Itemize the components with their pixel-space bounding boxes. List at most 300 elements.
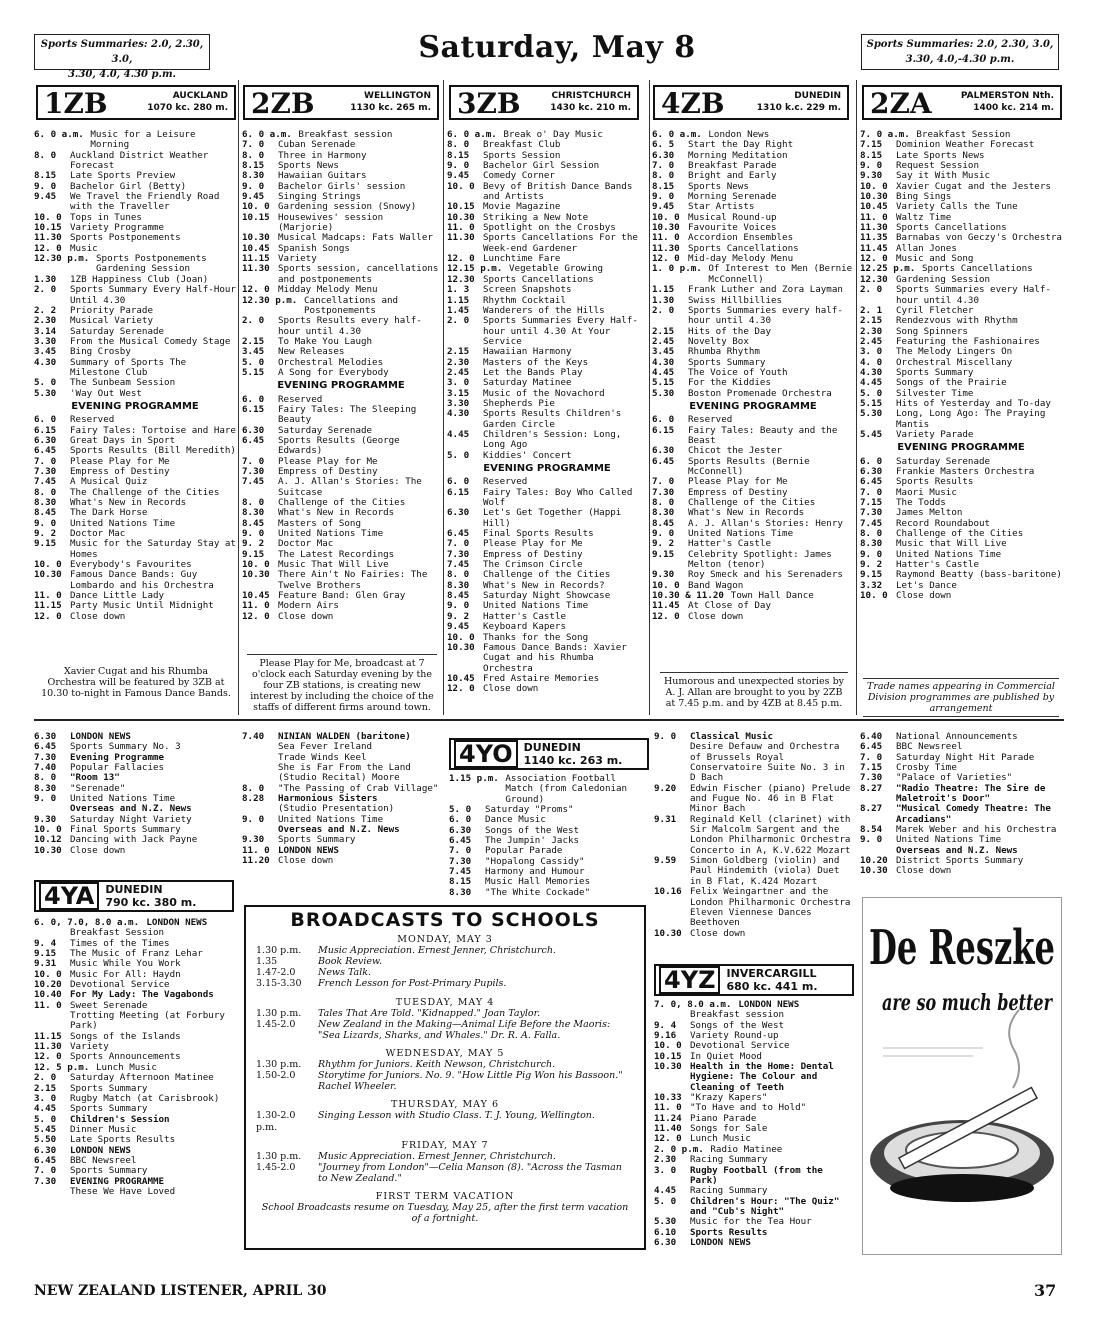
programme-title: "Hopalong Cassidy" (485, 855, 585, 867)
programme-title: Fairy Tales: Tortoise and Hare (70, 424, 236, 436)
programme-time: 3.30 (34, 335, 57, 347)
programme-title: LONDON NEWS (690, 1236, 751, 1248)
programme-title: United Nations Time (278, 528, 384, 540)
programme-title: Reserved (688, 414, 733, 426)
programme-time: 8.45 (34, 507, 57, 519)
programme-item (860, 591, 1062, 601)
schools-entry-time: 1.45-2.0 (256, 1018, 296, 1030)
programme-time: 10.30 (447, 211, 475, 223)
programme-time: 1.30 (34, 273, 57, 285)
programme-time: 6.30 (34, 731, 57, 742)
programme-time: 8.30 (242, 170, 265, 182)
programme-time: 5. 0 (34, 377, 57, 389)
programme-title: Comedy Corner (483, 170, 555, 182)
programme-title: Priority Parade (70, 304, 153, 316)
programme-title: Lunch Music (96, 1061, 157, 1073)
programme-title: Saturday Night Showcase (483, 590, 611, 602)
programme-time: 6.30 (860, 466, 883, 477)
programme-time: 11. 0 (34, 590, 62, 602)
programme-time: 7.40 (34, 762, 57, 774)
programme-time: 10.40 (34, 989, 62, 1001)
programme-time: 5.30 (654, 1216, 677, 1228)
programme-time: 11.15 (34, 1030, 62, 1042)
programme-title: "The Passing of Crab Village" (278, 782, 439, 794)
programme-title: Dance Music (485, 814, 546, 826)
programme-time: 9.45 (242, 191, 265, 203)
programme-item (652, 457, 854, 478)
programme-time: 11.35 (860, 232, 888, 244)
programme-time: 6.10 (654, 1226, 677, 1238)
programme-title: Sports Cancellations For the Week-end Gardener (483, 232, 638, 254)
programme-time: 10.30 (242, 569, 270, 581)
programme-time: 8.30 (242, 507, 265, 519)
programme-time: 4. 0 (860, 356, 883, 368)
programme-title: Association Football Match (from Caledonian Ground) (505, 773, 628, 805)
programme-title: Sports Summary Every Half-Hour Until 4.30 (70, 284, 236, 306)
programme-time: 9. 2 (242, 538, 265, 550)
programme-title: Bevy of British Dance Bands and Artists (483, 180, 633, 203)
vacation-text: School Broadcasts resume on Tuesday, May 25, after the first term vacation of a fortnight. (261, 1202, 629, 1225)
programme-title: Let's Get Together (Happi Hill) (483, 507, 622, 529)
programme-time: 7.45 (449, 866, 472, 878)
programme-title: "Radio Theatre: The Sire de Maletroit's Door" (896, 782, 1046, 805)
station-header-1zb (36, 85, 236, 120)
programme-item (34, 130, 236, 151)
programme-time: 1. 0 p.m. (652, 263, 702, 275)
programme-time: 8.30 (860, 538, 883, 550)
programme-title: From the Musical Comedy Stage (70, 335, 231, 347)
programme-list-4zb (652, 130, 854, 660)
programme-title: Trotting Meeting (at Forbury Park) (70, 1010, 225, 1032)
feature-note-4zb: Humorous and unexpected stories by A. J. Allan are brought to you by 2ZB at 7.45 p.m. and by 4ZB at 8.45 p.m. (660, 672, 848, 709)
programme-time: 6.30 (652, 149, 675, 161)
programme-title: BBC Newsreel (896, 741, 963, 753)
programme-item (242, 405, 440, 426)
programme-time: 2.15 (447, 346, 470, 358)
programme-time: 9.30 (652, 569, 675, 581)
programme-item (447, 643, 647, 674)
programme-item (34, 1135, 234, 1145)
programme-list-4ya-continued (242, 732, 442, 892)
programme-title: Music Hall Memories (485, 876, 591, 888)
schools-entry (256, 1019, 634, 1041)
schools-day-heading: THURSDAY, MAY 6 (390, 1099, 499, 1111)
programme-title: Hits of Yesterday and To-day (896, 397, 1051, 409)
programme-list-1zb (34, 130, 236, 660)
programme-title: Tops in Tunes (70, 211, 142, 223)
programme-title: Accordion Ensembles (688, 232, 794, 244)
programme-time: 5. 0 (860, 387, 883, 399)
schools-entry-title: Tales That Are Told. "Kidnapped." Joan Taylor. (318, 1007, 541, 1019)
programme-time: 10.45 (860, 201, 888, 213)
programme-time: 5.15 (652, 377, 675, 389)
programme-title: Sports Cancellations (922, 263, 1033, 275)
programme-title: Sports News (688, 180, 749, 192)
programme-title: The Melody Lingers On (896, 346, 1013, 358)
programme-item (447, 622, 647, 632)
programme-title: Close down (278, 610, 334, 622)
programme-time: 6.30 (242, 424, 265, 436)
programme-title: Empress of Destiny (688, 486, 788, 498)
column-rule (856, 80, 857, 715)
programme-time: 5.50 (34, 1134, 57, 1146)
programme-time: 9. 0 (860, 548, 883, 560)
programme-title: Fairy Tales: The Sleeping Beauty (278, 403, 417, 426)
programme-item (34, 846, 234, 856)
programme-item (34, 570, 236, 591)
station-city: DUNEDIN 1310 k.c. 229 m. (756, 91, 841, 113)
programme-time: 7.30 (449, 855, 472, 867)
programme-title: Bing Sings (896, 191, 952, 203)
programme-title: A Musical Quiz (70, 476, 148, 488)
programme-time: 12. 0 (860, 253, 888, 265)
programme-item (860, 784, 1062, 805)
programme-title: Challenge of the Cities (278, 497, 406, 509)
programme-time: 7.15 (860, 497, 883, 509)
programme-title: Doctor Mac (70, 528, 126, 540)
column-rule (649, 80, 650, 715)
programme-item (34, 192, 236, 213)
programme-time: 9.30 (242, 834, 265, 846)
programme-time: 11.30 (34, 232, 62, 244)
programme-title: Popular Parade (485, 845, 563, 857)
programme-item (654, 856, 854, 887)
programme-item (860, 856, 1062, 866)
programme-time: 9.15 (34, 948, 57, 960)
programme-time: 8.30 (447, 579, 470, 591)
programme-time: 6.15 (447, 486, 470, 498)
programme-time: 8.15 (652, 180, 675, 192)
programme-title: Late Sports Results (70, 1134, 176, 1146)
programme-time: 11.24 (654, 1112, 682, 1124)
programme-time (242, 742, 278, 752)
programme-item (654, 1155, 854, 1165)
programme-item (34, 1032, 234, 1042)
programme-time: 11.15 (34, 600, 62, 612)
programme-item (447, 409, 647, 430)
programme-title: Allan Jones (896, 242, 957, 254)
programme-title: For My Lady: The Vagabonds (70, 989, 214, 1001)
programme-time: 2. 0 (242, 315, 265, 327)
programme-title: Overseas and N.Z. News (278, 824, 400, 836)
programme-time: 7.45 (447, 559, 470, 571)
schools-entry-time: 1.47-2.0 (256, 967, 296, 979)
station-call-sign: 3ZB (457, 87, 521, 120)
programme-time: 4.45 (860, 377, 883, 389)
programme-title: A. J. Allan's Stories: Henry (688, 517, 843, 529)
programme-time: 9. 0 (652, 528, 675, 540)
programme-item (34, 519, 236, 529)
programme-time: 9. 4 (34, 937, 57, 949)
schools-entry-title: Singing Lesson with Studio Class. T. J. Young, Wellington. (318, 1110, 595, 1122)
programme-time: 6.15 (652, 424, 675, 436)
programme-title: Dinner Music (70, 1123, 137, 1135)
station-header-3zb (449, 85, 639, 120)
programme-time: 9.31 (34, 958, 57, 970)
programme-title: Concerto in A, K.V.622 Mozart (690, 844, 851, 856)
programme-title: Songs of the Islands (70, 1030, 181, 1042)
programme-title: We Travel the Friendly Road with the Traveller (70, 191, 220, 213)
programme-time: 10. 0 (447, 180, 475, 192)
programme-time: 9. 0 (34, 793, 57, 805)
programme-title: "Musical Comedy Theatre: The Arcadians" (896, 803, 1051, 825)
programme-title: Three in Harmony (278, 149, 367, 161)
programme-time: 12. 0 (654, 1133, 682, 1145)
programme-title: The Sunbeam Session (70, 377, 176, 389)
programme-title: Hawaiian Guitars (278, 170, 367, 182)
programme-item (242, 244, 440, 254)
programme-time: 3.45 (652, 346, 675, 358)
programme-item (242, 856, 442, 866)
programme-title: Hits of the Day (688, 325, 771, 337)
programme-title: Children's Hour: "The Quiz" and "Cub's Night" (690, 1195, 840, 1217)
programme-time: 10. 0 (34, 968, 62, 980)
programme-time: 1.15 (652, 284, 675, 296)
sports-summaries-box-left (34, 34, 210, 80)
programme-title: Housewives' session (Marjorie) (278, 211, 384, 234)
schools-entry-title: Music Appreciation. Ernest Jenner, Christchurch. (318, 1150, 557, 1162)
schools-entry (256, 1070, 634, 1092)
programme-title: The Dark Horse (70, 507, 148, 519)
programme-time: 5. 0 (447, 449, 470, 461)
programme-time: 12. 0 (447, 683, 475, 695)
programme-title: Harmonious Sisters (278, 793, 378, 805)
programme-time (654, 742, 690, 783)
programme-title: Marek Weber and his Orchestra (896, 824, 1057, 836)
programme-time: 7.45 (242, 476, 265, 488)
programme-list-4yo (449, 773, 649, 898)
programme-title: Orchestral Miscellany (896, 356, 1013, 368)
programme-time: 9.15 (34, 538, 57, 550)
programme-time: 10.30 (654, 1061, 682, 1073)
programme-time: 10. 0 (242, 559, 270, 571)
programme-time: 12. 0 (242, 610, 270, 622)
programme-title: Shepherds Pie (483, 397, 555, 409)
schools-entry-time: 1.30 p.m. (256, 945, 302, 957)
schools-entry-title: News Talk. (318, 967, 372, 979)
programme-title: Bachelor Girls' session (278, 180, 406, 192)
ad-slogan: are so much better (882, 990, 1054, 1016)
programme-title: Movie Magazine (483, 201, 561, 213)
programme-title: Overseas and N.Z. News (70, 803, 192, 815)
programme-title: Gardening Session (896, 273, 991, 285)
programme-title: The Todds (896, 497, 946, 509)
programme-item (447, 347, 647, 357)
programme-title: United Nations Time (896, 834, 1002, 846)
programme-time: 10.33 (654, 1092, 682, 1104)
programme-title: Sports Cancellations (896, 222, 1007, 234)
programme-item (654, 1186, 854, 1196)
programme-title: Sports Postponements (70, 232, 181, 244)
programme-title: Of Interest to Men (Bernie McConnell) (708, 263, 853, 285)
programme-time: 6.45 (34, 445, 57, 457)
programme-title: Kiddies' Concert (483, 449, 572, 461)
programme-time: 7. 0 (447, 538, 470, 550)
programme-time: 9. 2 (447, 610, 470, 622)
programme-title: "The White Cockade" (485, 886, 591, 898)
programme-title: Empress of Destiny (483, 548, 583, 560)
station-call-sign: 4YZ (659, 966, 720, 994)
programme-item (242, 436, 440, 457)
programme-title: Raymond Beatty (bass-baritone) (896, 569, 1062, 581)
programme-title: Please Play for Me (483, 538, 583, 550)
programme-title: Hawaiian Harmony (483, 346, 572, 358)
programme-title: Bachelor Girl Session (483, 160, 600, 172)
programme-time: 8. 0 (242, 782, 265, 794)
programme-time: 9.31 (654, 813, 677, 825)
programme-time: 7.30 (652, 486, 675, 498)
programme-item (447, 285, 647, 295)
programme-item (654, 784, 854, 815)
programme-title: Music that Will Live (896, 538, 1007, 550)
programme-title: Breakfast Parade (688, 160, 777, 172)
programme-time: 6.30 (654, 1236, 677, 1248)
programme-time: 6. 5 (652, 139, 675, 151)
programme-time: 8.30 (34, 782, 57, 794)
programme-title: Orchestral Melodies (278, 356, 384, 368)
station-city: DUNEDIN 1140 kc. 263 m. (523, 741, 623, 767)
programme-time: 7. 0 (449, 845, 472, 857)
schools-entry-title: Book Review. (318, 956, 383, 968)
programme-title: Hatter's Castle (688, 538, 771, 550)
programme-time: 7. 0 (242, 139, 265, 151)
programme-time: 9. 0 (447, 160, 470, 172)
programme-time: 2.15 (242, 335, 265, 347)
programme-title: There Ain't No Fairies: The Twelve Brothers (278, 569, 428, 591)
programme-time: 7. 0 (652, 160, 675, 172)
programme-time: 12. 0 (34, 1051, 62, 1063)
programme-time: 6.45 (34, 741, 57, 753)
programme-time: 9. 4 (654, 1019, 677, 1031)
programme-item (34, 285, 236, 306)
programme-title: Saturday Serenade (70, 325, 165, 337)
programme-title: Striking a New Note (483, 211, 589, 223)
programme-time: 10.30 (447, 641, 475, 653)
programme-list-classical (654, 732, 854, 954)
programme-time: 9.45 (447, 621, 470, 633)
programme-time: 9.45 (34, 191, 57, 203)
programme-time: 10.30 (34, 844, 62, 856)
programme-time: 2.30 (34, 315, 57, 327)
programme-title: Please Play for Me (278, 455, 378, 467)
programme-time: 2.45 (447, 366, 470, 378)
programme-list-2za (860, 130, 1062, 670)
programme-title: NINIAN WALDEN (baritone) (278, 731, 411, 742)
programme-time: 11.40 (654, 1123, 682, 1135)
programme-title: Cancellations and Postponements (304, 294, 399, 316)
programme-time: 8.27 (860, 782, 883, 794)
programme-item (860, 570, 1062, 580)
programme-title: Masters of Song (278, 517, 361, 529)
programme-time: 2.15 (652, 325, 675, 337)
programme-title: Star Artists (688, 201, 755, 213)
programme-title: Variety (278, 253, 317, 265)
programme-time: 9. 2 (860, 559, 883, 571)
programme-time: 12.30 p.m. (34, 253, 90, 265)
programme-title: Frank Luther and Zora Layman (688, 284, 843, 296)
programme-title: Screen Snapshots (483, 284, 572, 296)
programme-time: 10.30 (34, 569, 62, 581)
programme-time: 9.45 (447, 170, 470, 182)
programme-title: LONDON NEWS (70, 1144, 131, 1156)
programme-title: Music That Will Live (278, 559, 389, 571)
programme-title: Sports Summaries every Half-hour until 4.30 (896, 284, 1051, 306)
programme-title: Piano Parade (690, 1112, 757, 1124)
sports-summaries-box-right (861, 34, 1059, 70)
programme-item (34, 233, 236, 243)
programme-title: Thanks for the Song (483, 631, 589, 643)
schools-entry-title: Music Appreciation. Ernest Jenner, Christchurch. (318, 945, 557, 957)
programme-title: Sports Cancellations (483, 273, 594, 285)
programme-time: 6.45 (447, 528, 470, 540)
feature-note-2zb: Please Play for Me, broadcast at 7 o'clock each Saturday evening by the four ZB stations, is creating new interest by including the choice of the staffs of different firms around town. (247, 654, 437, 713)
schools-entry-time: 1.30 p.m. (256, 1007, 302, 1019)
programme-time: 8.30 (34, 497, 57, 509)
programme-time: 9.16 (654, 1030, 677, 1042)
programme-item (447, 451, 647, 461)
programme-list-3zb (447, 130, 647, 715)
programme-title: Everybody's Favourites (70, 559, 192, 571)
programme-time: 8. 0 (34, 486, 57, 498)
programme-title: BBC Newsreel (70, 1154, 137, 1166)
programme-item (860, 316, 1062, 326)
programme-time: 12. 0 (34, 610, 62, 622)
programme-item (242, 285, 440, 295)
programme-item (242, 213, 440, 234)
programme-title: Musical Madcaps: Fats Waller (278, 232, 433, 244)
schools-entry-title: French Lesson for Post-Primary Pupils. (318, 978, 507, 990)
programme-title: Cuban Serenade (278, 139, 356, 151)
programme-time: 10. 0 (34, 559, 62, 571)
programme-item (242, 591, 440, 601)
station-header-4yo (449, 738, 649, 770)
programme-title: Sports Results Children's Garden Circle (483, 408, 622, 430)
programme-time: 2.45 (652, 335, 675, 347)
programme-time: 3.30 (447, 397, 470, 409)
programme-item (860, 804, 1062, 825)
programme-title: Rhumba Rhythm (688, 346, 760, 358)
station-city: AUCKLAND 1070 kc. 280 m. (147, 91, 228, 113)
programme-title: "Room 13" (70, 772, 120, 784)
programme-item (34, 773, 234, 783)
programme-time: 8.15 (447, 149, 470, 161)
programme-time: 5.15 (860, 397, 883, 409)
programme-time: 9.30 (860, 170, 883, 182)
programme-title: Spotlight on the Crosbys (483, 222, 616, 234)
programme-time: 10. 0 (652, 579, 680, 591)
programme-time: 9. 2 (652, 538, 675, 550)
programme-title: Request Session (896, 160, 979, 172)
programme-time: 11. 0 (652, 232, 680, 244)
programme-title: EVENING PROGRAMME (70, 1175, 165, 1187)
programme-item (242, 316, 440, 337)
programme-time: 11. 0 (447, 222, 475, 234)
programme-title: Roy Smeck and his Serenaders (688, 569, 843, 581)
programme-time: 10. 0 (34, 824, 62, 836)
programme-time: 10.30 (654, 927, 682, 939)
programme-time: 6.40 (860, 731, 883, 742)
programme-time: 7.15 (860, 139, 883, 151)
programme-time: 1.45 (447, 304, 470, 316)
station-city: CHRISTCHURCH 1430 kc. 210 m. (550, 91, 631, 113)
programme-item (654, 1062, 854, 1093)
programme-time: 7. 0 (34, 455, 57, 467)
programme-title: What's New in Records (278, 507, 395, 519)
programme-title: Reserved (70, 414, 115, 426)
programme-title: Desire Defauw and Orchestra of Brussels Royal Conservatoire Suite No. 3 in D Bach (690, 741, 845, 784)
programme-time (242, 753, 278, 763)
programme-title: Music for the Saturday Stay at Homes (70, 538, 236, 560)
